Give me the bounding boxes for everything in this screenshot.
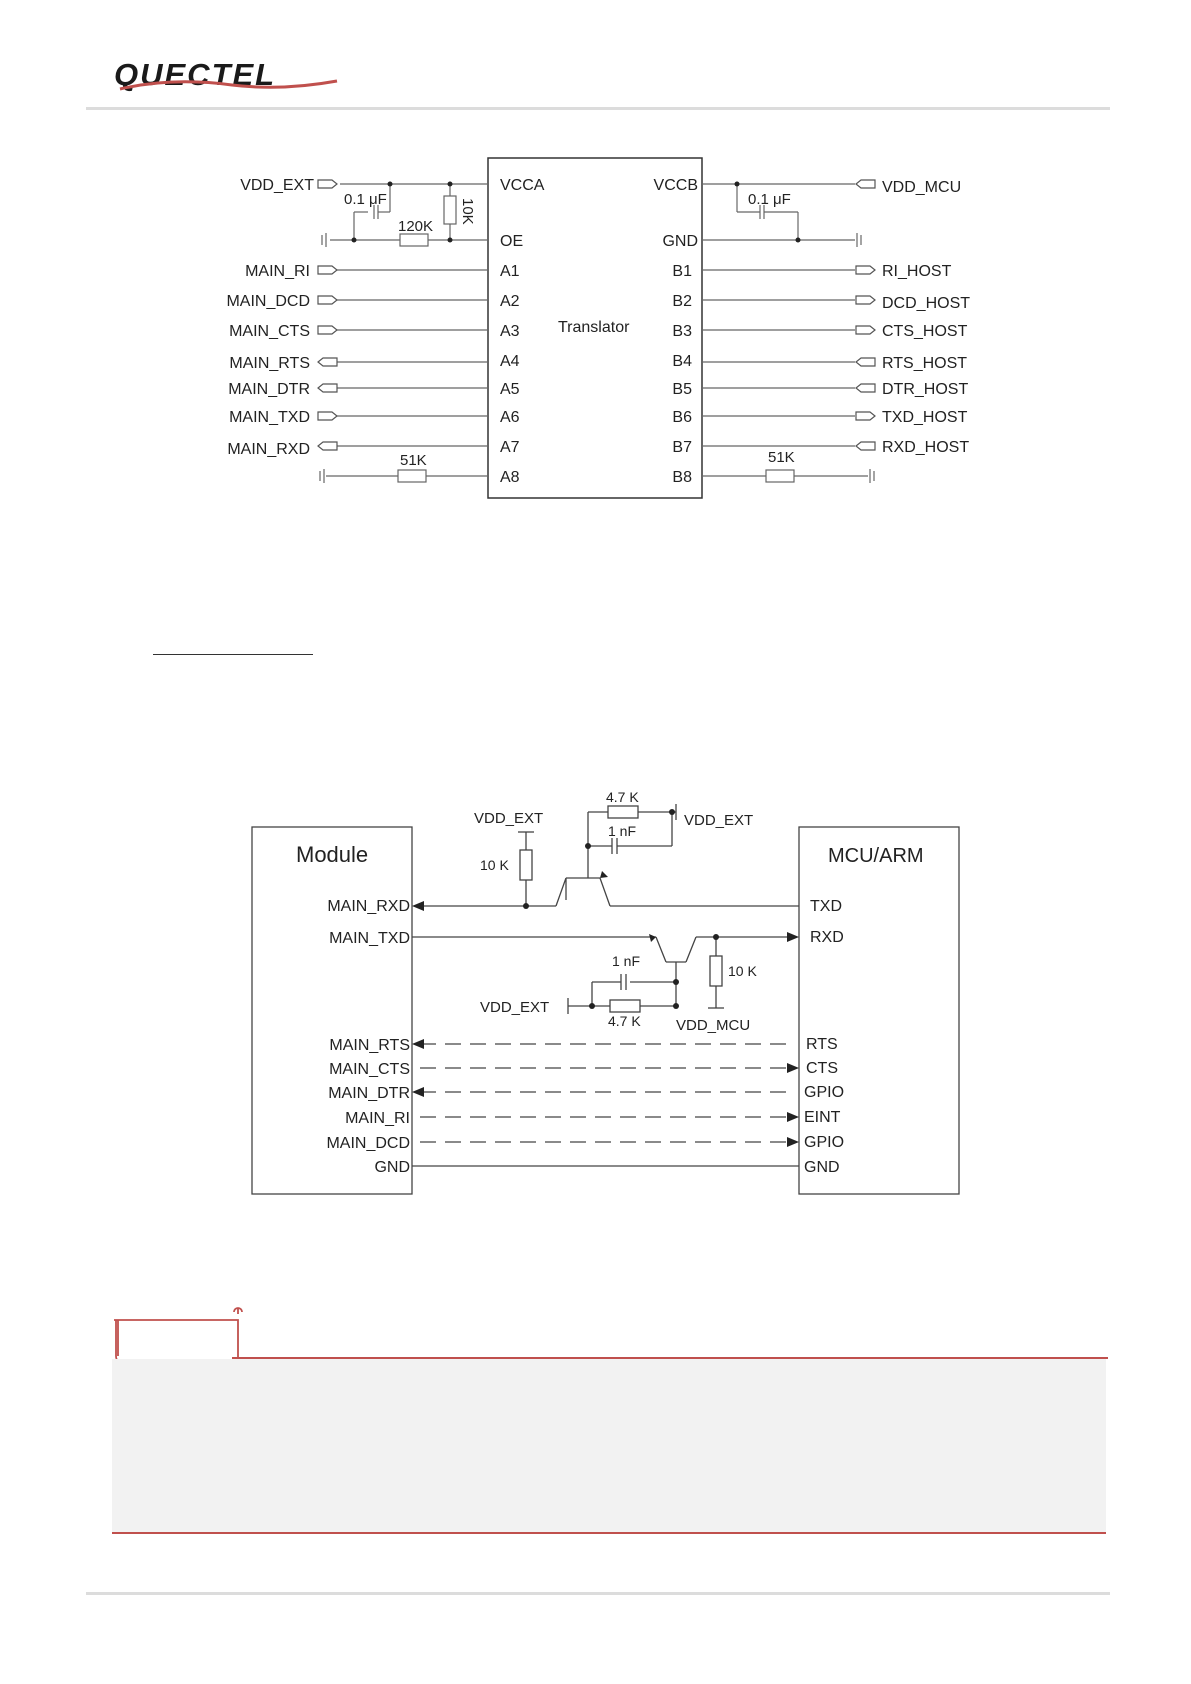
signal-label: CTS_HOST <box>882 323 968 340</box>
level-translator-diagram <box>0 0 1191 520</box>
pin-label: GPIO <box>804 1134 845 1151</box>
component-label: 10 K <box>480 857 509 873</box>
pin-label: MAIN_RXD <box>327 898 410 915</box>
note-box <box>112 1359 1106 1534</box>
mcu-label: MCU/ARM <box>828 845 924 867</box>
signal-label: MAIN_TXD <box>229 409 310 426</box>
signal-label: DCD_HOST <box>882 295 971 312</box>
pin-label: A7 <box>500 439 520 456</box>
pin-label: B6 <box>672 409 692 426</box>
pin-label: A2 <box>500 293 520 310</box>
pin-label: TXD <box>810 898 842 915</box>
pin-label: A5 <box>500 381 520 398</box>
rail-label: VDD_MCU <box>676 1017 751 1034</box>
pin-label: GPIO <box>804 1084 845 1101</box>
pin-label: GND <box>374 1159 410 1176</box>
component-label: 1 nF <box>612 953 641 969</box>
component-label: 10K <box>459 198 476 225</box>
component-label: 51K <box>768 449 795 466</box>
left-signals <box>226 177 314 458</box>
pin-label: MAIN_DTR <box>328 1085 410 1102</box>
mcu-pins <box>804 898 844 1176</box>
logo-text: QUECTEL <box>114 57 277 92</box>
pin-label: B2 <box>672 293 692 310</box>
component-label: 0.1 μF <box>344 191 387 208</box>
chip-left-pins <box>500 177 545 486</box>
signal-label: RXD_HOST <box>882 439 970 456</box>
pin-label: CTS <box>806 1060 838 1077</box>
component-label: 10 K <box>728 963 757 979</box>
pin-label: MAIN_CTS <box>329 1061 410 1078</box>
component-label: 4.7 K <box>608 1013 641 1029</box>
component-label: 1 nF <box>608 823 637 839</box>
pin-label: A6 <box>500 409 520 426</box>
pin-label: MAIN_RTS <box>329 1037 410 1054</box>
pin-label: VCCA <box>500 177 545 194</box>
pin-label: MAIN_DCD <box>326 1135 410 1152</box>
signal-label: MAIN_DCD <box>226 293 310 310</box>
pin-label: GND <box>662 233 698 250</box>
pin-label: A1 <box>500 263 520 280</box>
link-underline <box>153 654 313 655</box>
pin-label: B4 <box>672 353 692 370</box>
pin-label: VCCB <box>653 177 698 194</box>
module-pins <box>326 898 410 1176</box>
signal-label: MAIN_DTR <box>228 381 310 398</box>
rail-label: VDD_EXT <box>474 810 544 827</box>
pin-label: B5 <box>672 381 692 398</box>
module-label: Module <box>296 842 369 867</box>
pin-label: A3 <box>500 323 520 340</box>
pin-label: RTS <box>806 1036 838 1053</box>
chip-right-pins <box>654 177 698 486</box>
rail-label: VDD_EXT <box>684 812 754 829</box>
pin-label: GND <box>804 1159 840 1176</box>
signal-label: RI_HOST <box>882 263 952 280</box>
note-icon <box>114 1320 238 1360</box>
chip-label: Translator <box>558 319 630 336</box>
rail-label: VDD_EXT <box>480 999 550 1016</box>
pin-label: MAIN_RI <box>345 1110 410 1127</box>
signal-label: MAIN_CTS <box>229 323 310 340</box>
pin-label: A4 <box>500 353 520 370</box>
right-signals <box>882 179 970 456</box>
component-label: 0.1 μF <box>748 191 791 208</box>
signal-label: RTS_HOST <box>882 355 968 372</box>
signal-label: MAIN_RI <box>245 263 310 280</box>
component-label: 51K <box>400 452 427 469</box>
signal-label: MAIN_RTS <box>229 355 310 372</box>
pin-label: EINT <box>804 1109 841 1126</box>
signal-label: TXD_HOST <box>882 409 968 426</box>
component-label: 120K <box>398 218 434 235</box>
pin-label: B8 <box>672 469 692 486</box>
signal-label: MAIN_RXD <box>227 441 310 458</box>
pin-label: B7 <box>672 439 692 456</box>
pin-label: MAIN_TXD <box>329 930 410 947</box>
pin-label: B1 <box>672 263 692 280</box>
signal-label: VDD_EXT <box>240 177 314 194</box>
note-header <box>108 1298 1108 1360</box>
pin-label: RXD <box>810 929 844 946</box>
pin-label: A8 <box>500 469 520 486</box>
component-label: 4.7 K <box>606 789 639 805</box>
signal-label: DTR_HOST <box>882 381 969 398</box>
pin-label: B3 <box>672 323 692 340</box>
pin-label: OE <box>500 233 524 250</box>
transistor-circuit-diagram <box>0 770 1191 1200</box>
signal-label: VDD_MCU <box>882 179 962 196</box>
footer-rule <box>86 1592 1110 1595</box>
